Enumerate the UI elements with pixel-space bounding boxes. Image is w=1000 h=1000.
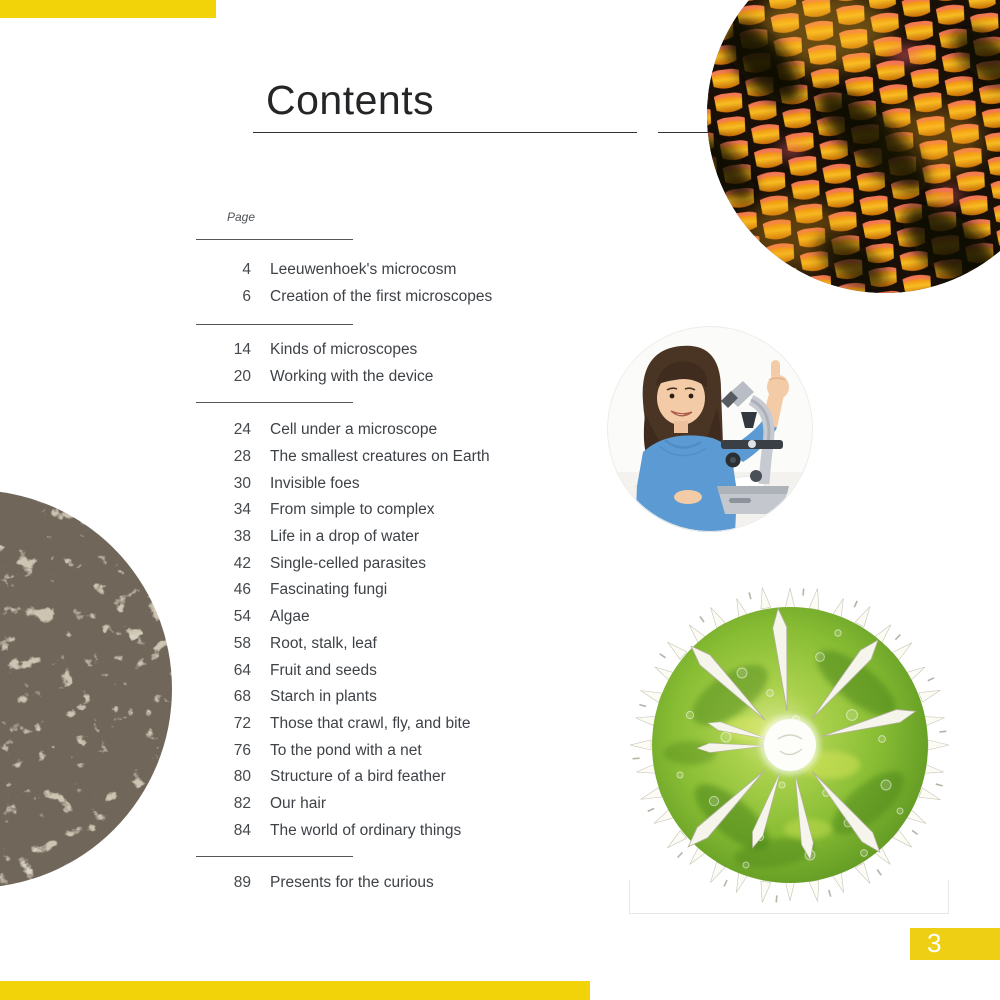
toc-page-number: 68 xyxy=(233,688,251,706)
toc-row xyxy=(185,764,615,791)
page-title: Contents xyxy=(266,77,435,123)
toc-entry-title: Working with the device xyxy=(270,368,434,386)
toc-page-number: 20 xyxy=(233,368,251,386)
toc-row xyxy=(185,284,615,311)
toc-row xyxy=(185,657,615,684)
toc-entry-title: Root, stalk, leaf xyxy=(270,634,377,652)
toc-row xyxy=(185,550,615,577)
toc-row xyxy=(185,604,615,631)
toc-entry-title: Creation of the first microscopes xyxy=(270,288,493,306)
toc-page-number: 4 xyxy=(242,261,251,279)
toc-group xyxy=(185,417,615,844)
toc-row xyxy=(185,524,615,551)
toc-entry-title: Those that crawl, fly, and bite xyxy=(270,714,471,732)
bottom-accent-bar xyxy=(0,981,590,1000)
toc-row xyxy=(185,444,615,471)
separator-line xyxy=(196,239,353,240)
toc-entry-title: Presents for the curious xyxy=(270,874,434,892)
toc-group xyxy=(185,870,615,897)
top-accent-bar xyxy=(0,0,216,18)
toc-page-number: 38 xyxy=(233,528,251,546)
toc-page-number: 14 xyxy=(233,341,251,359)
toc-entry-title: Cell under a microscope xyxy=(270,421,438,439)
girl-microscope-photo xyxy=(605,324,815,534)
title-underline xyxy=(253,132,637,133)
toc-page-number: 30 xyxy=(233,474,251,492)
toc-row xyxy=(185,497,615,524)
toc-entry-title: Algae xyxy=(270,608,310,626)
toc-row xyxy=(185,364,615,391)
toc-row xyxy=(185,470,615,497)
toc-row xyxy=(185,791,615,818)
toc-entry-title: Life in a drop of water xyxy=(270,528,420,546)
toc-entry-title: Structure of a bird feather xyxy=(270,768,446,786)
toc-row xyxy=(185,711,615,738)
toc-entry-title: Invisible foes xyxy=(270,474,360,492)
toc-group xyxy=(185,337,615,390)
toc-page-number: 58 xyxy=(233,634,251,652)
toc-page-number: 84 xyxy=(233,821,251,839)
toc-page-number: 80 xyxy=(233,768,251,786)
toc-row xyxy=(185,684,615,711)
toc-page-number: 64 xyxy=(233,661,251,679)
algae-photo xyxy=(620,575,960,915)
toc-page-number: 46 xyxy=(233,581,251,599)
toc-row xyxy=(185,737,615,764)
toc-page-number: 82 xyxy=(233,794,251,812)
toc-entry-title: Leeuwenhoek's microcosm xyxy=(270,261,457,279)
toc-group xyxy=(185,257,615,310)
toc-page-number: 76 xyxy=(233,741,251,759)
toc-row xyxy=(185,870,615,897)
toc-page-number: 42 xyxy=(233,554,251,572)
separator-line xyxy=(196,324,353,325)
separator-line xyxy=(196,402,353,403)
toc-entry-title: The world of ordinary things xyxy=(270,821,462,839)
toc-row xyxy=(185,417,615,444)
toc-entry-title: From simple to complex xyxy=(270,501,435,519)
separator-line xyxy=(196,856,353,857)
folio-page-number: 3 xyxy=(910,928,1000,960)
toc-row xyxy=(185,257,615,284)
toc-entry-title: Starch in plants xyxy=(270,688,377,706)
toc-entry-title: Single-celled parasites xyxy=(270,554,426,572)
toc-page-number: 54 xyxy=(233,608,251,626)
toc-page-number: 89 xyxy=(233,874,251,892)
toc-entry-title: Fascinating fungi xyxy=(270,581,388,599)
toc-entry-title: Our hair xyxy=(270,794,326,812)
toc-row xyxy=(185,817,615,844)
toc-page-number: 34 xyxy=(233,501,251,519)
toc-page-number: 28 xyxy=(233,448,251,466)
toc-row xyxy=(185,631,615,658)
toc-row xyxy=(185,577,615,604)
toc-page-number: 6 xyxy=(242,288,251,306)
toc-entry-title: The smallest creatures on Earth xyxy=(270,448,490,466)
toc-page-number: 24 xyxy=(233,421,251,439)
page-column-label: Page xyxy=(227,210,256,224)
sponge-fiber-photo xyxy=(0,488,180,892)
toc-row xyxy=(185,337,615,364)
butterfly-wing-photo xyxy=(700,0,1000,300)
toc-page-number: 72 xyxy=(233,714,251,732)
toc-entry-title: Fruit and seeds xyxy=(270,661,377,679)
toc-entry-title: To the pond with a net xyxy=(270,741,422,759)
toc-entry-title: Kinds of microscopes xyxy=(270,341,418,359)
